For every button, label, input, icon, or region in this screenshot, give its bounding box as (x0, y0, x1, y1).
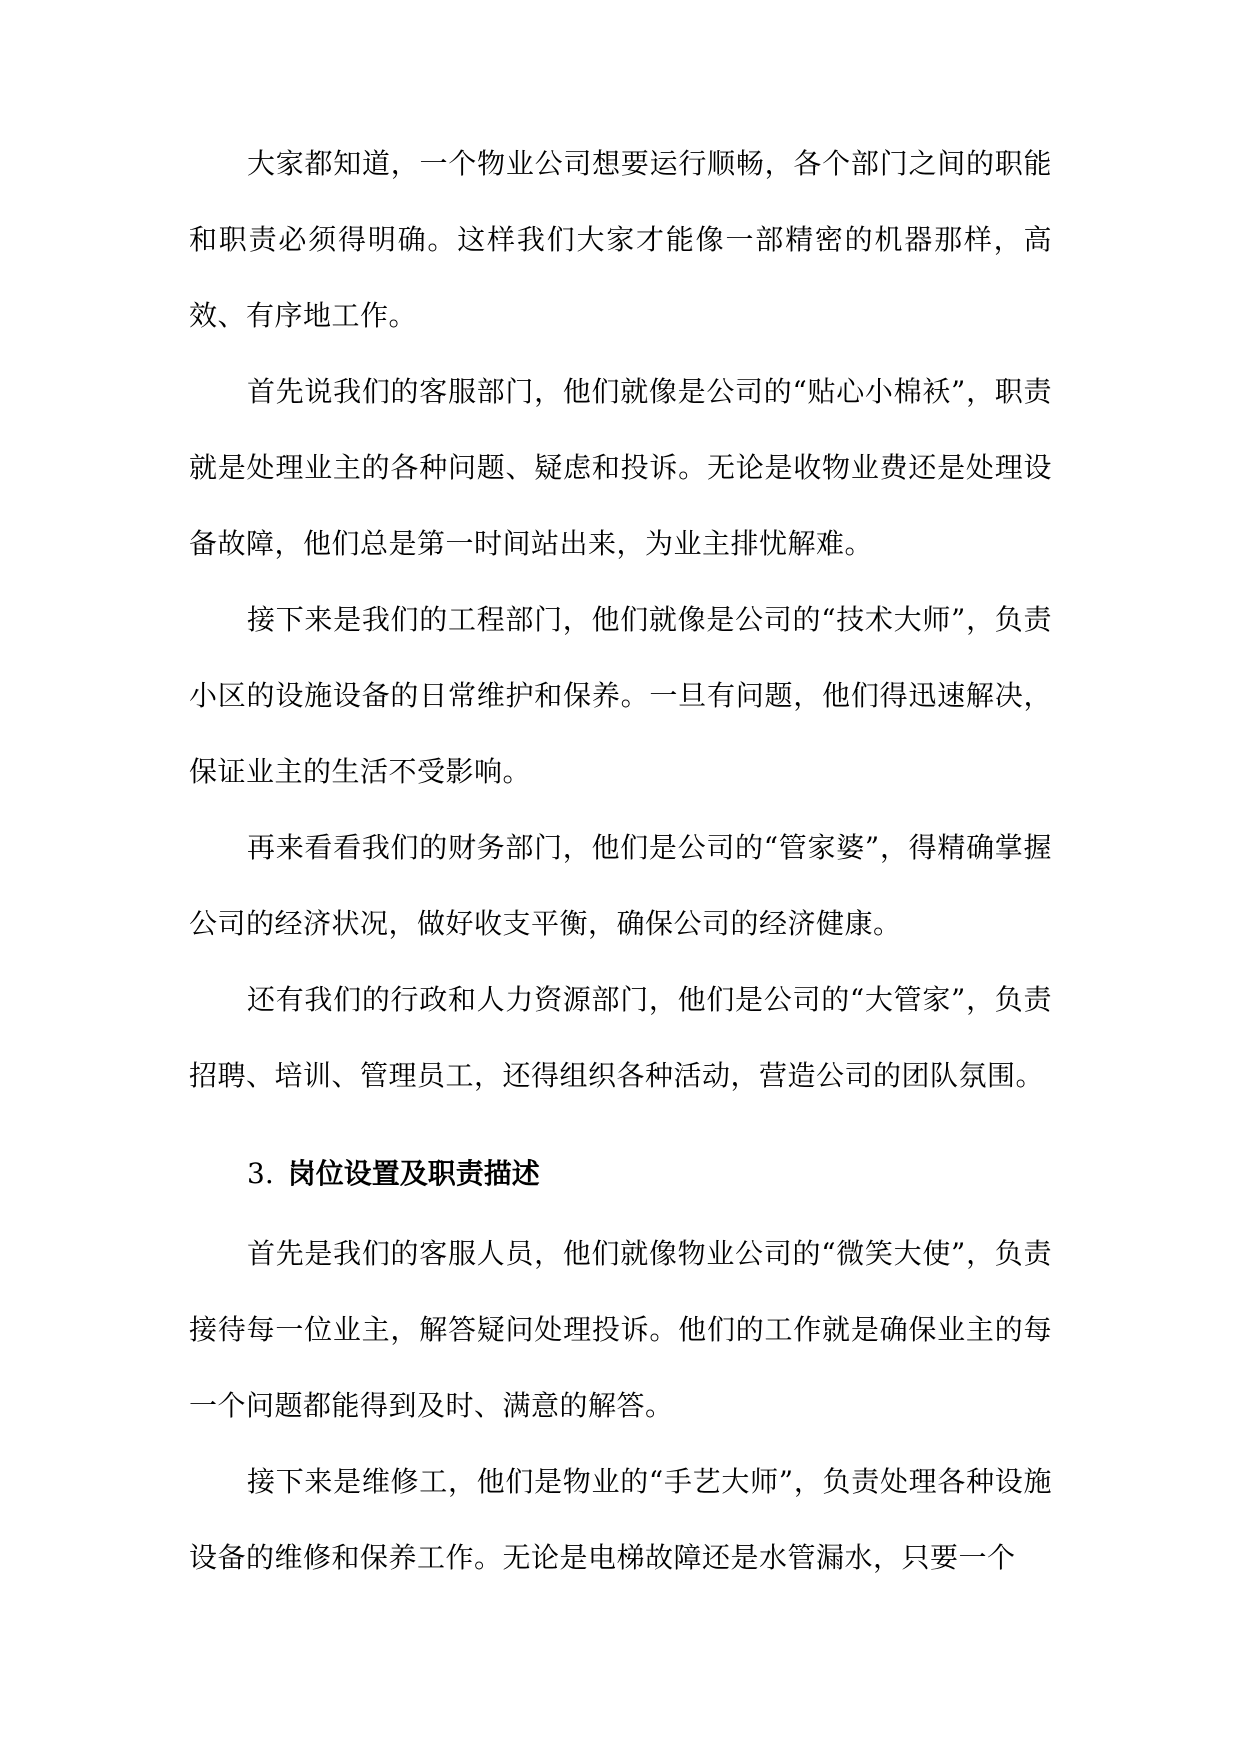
paragraph: 首先说我们的客服部门，他们就像是公司的“贴心小棉袄”，职责就是处理业主的各种问题、疑虑和投诉。无论是收物业费还是处理设备故障，他们总是第一时间站出来，为业主排忧解难。 (189, 375, 1052, 560)
paragraph: 接下来是维修工，他们是物业的“手艺大师”，负责处理各种设施设备的维修和保养工作。无论是电梯故障还是水管漏水，只要一个 (189, 1465, 1052, 1574)
section-number: 3. (247, 1157, 274, 1190)
paragraph: 再来看看我们的财务部门，他们是公司的“管家婆”，得精确掌握公司的经济状况，做好收支平衡，确保公司的经济健康。 (189, 831, 1052, 940)
paragraph: 大家都知道，一个物业公司想要运行顺畅，各个部门之间的职能和职责必须得明确。这样我们大家才能像一部精密的机器那样，高效、有序地工作。 (189, 147, 1052, 332)
paragraph: 还有我们的行政和人力资源部门，他们是公司的“大管家”，负责招聘、培训、管理员工，还得组织各种活动，营造公司的团队氛围。 (189, 983, 1052, 1092)
section-title: 岗位设置及职责描述 (287, 1157, 540, 1190)
paragraph: 接下来是我们的工程部门，他们就像是公司的“技术大师”，负责小区的设施设备的日常维护和保养。一旦有问题，他们得迅速解决，保证业主的生活不受影响。 (189, 603, 1052, 788)
paragraph: 首先是我们的客服人员，他们就像物业公司的“微笑大使”，负责接待每一位业主，解答疑问处理投诉。他们的工作就是确保业主的每一个问题都能得到及时、满意的解答。 (189, 1237, 1052, 1422)
section-heading (189, 1136, 1052, 1212)
